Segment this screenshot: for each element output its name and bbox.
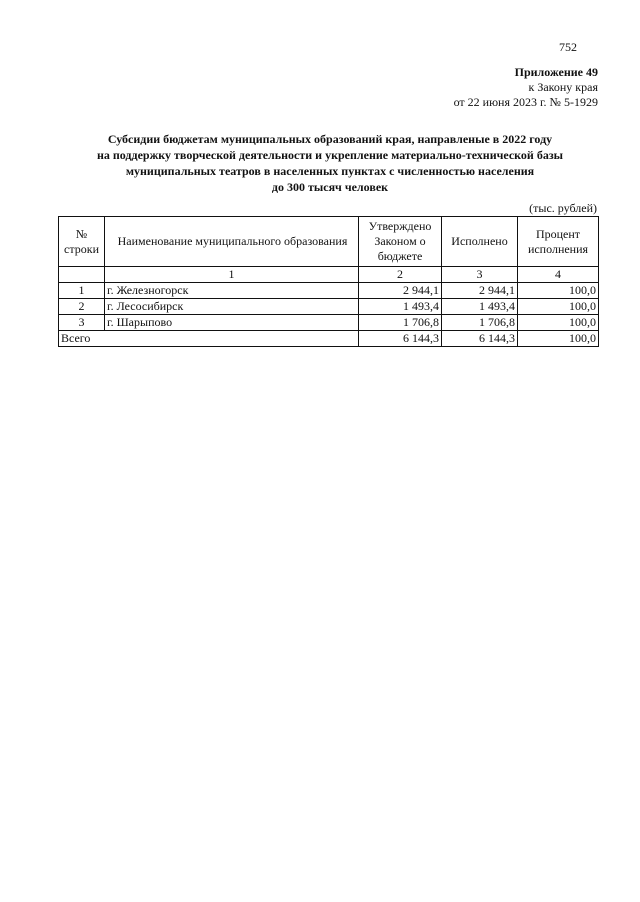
table-row xyxy=(59,315,599,331)
row-executed: 1 493,4 xyxy=(442,299,518,315)
row-name: г. Железногорск xyxy=(105,283,359,299)
row-executed: 1 706,8 xyxy=(442,315,518,331)
row-name: г. Лесосибирск xyxy=(105,299,359,315)
title-line: Субсидии бюджетам муниципальных образований края, направленые в 2022 году xyxy=(107,132,553,146)
total-executed: 6 144,3 xyxy=(442,331,518,347)
appendix-title: Приложение 49 xyxy=(514,65,598,79)
document-title xyxy=(60,131,600,195)
row-percent: 100,0 xyxy=(518,299,599,315)
subsidy-table xyxy=(58,216,599,347)
header-row xyxy=(59,217,599,267)
title-line: до 300 тысяч человек xyxy=(271,180,389,194)
header-num: № строки xyxy=(59,217,105,267)
total-approved: 6 144,3 xyxy=(359,331,442,347)
row-executed: 2 944,1 xyxy=(442,283,518,299)
page-number: 752 xyxy=(559,40,577,54)
row-approved: 2 944,1 xyxy=(359,283,442,299)
table-row xyxy=(59,283,599,299)
row-num: 1 xyxy=(59,283,105,299)
column-number xyxy=(59,267,105,283)
column-number: 4 xyxy=(518,267,599,283)
total-row xyxy=(59,331,599,347)
appendix-block xyxy=(454,65,598,110)
row-num: 3 xyxy=(59,315,105,331)
row-percent: 100,0 xyxy=(518,283,599,299)
row-name: г. Шарыпово xyxy=(105,315,359,331)
title-line: муниципальных театров в населенных пунктах с численностью населения xyxy=(125,164,535,178)
total-percent: 100,0 xyxy=(518,331,599,347)
row-percent: 100,0 xyxy=(518,315,599,331)
column-number: 2 xyxy=(359,267,442,283)
header-approved: Утверждено Законом о бюджете xyxy=(359,217,442,267)
header-percent: Процент исполнения xyxy=(518,217,599,267)
column-number: 1 xyxy=(105,267,359,283)
row-approved: 1 706,8 xyxy=(359,315,442,331)
header-executed: Исполнено xyxy=(442,217,518,267)
column-number-row xyxy=(59,267,599,283)
units-label: (тыс. рублей) xyxy=(529,201,597,215)
column-number: 3 xyxy=(442,267,518,283)
header-name: Наименование муниципального образования xyxy=(105,217,359,267)
total-label: Всего xyxy=(59,331,359,347)
title-line: на поддержку творческой деятельности и укрепление материально-технической базы xyxy=(96,148,564,162)
appendix-date: от 22 июня 2023 г. № 5-1929 xyxy=(453,95,598,109)
row-num: 2 xyxy=(59,299,105,315)
row-approved: 1 493,4 xyxy=(359,299,442,315)
table-row xyxy=(59,299,599,315)
appendix-law-ref: к Закону края xyxy=(528,80,598,94)
